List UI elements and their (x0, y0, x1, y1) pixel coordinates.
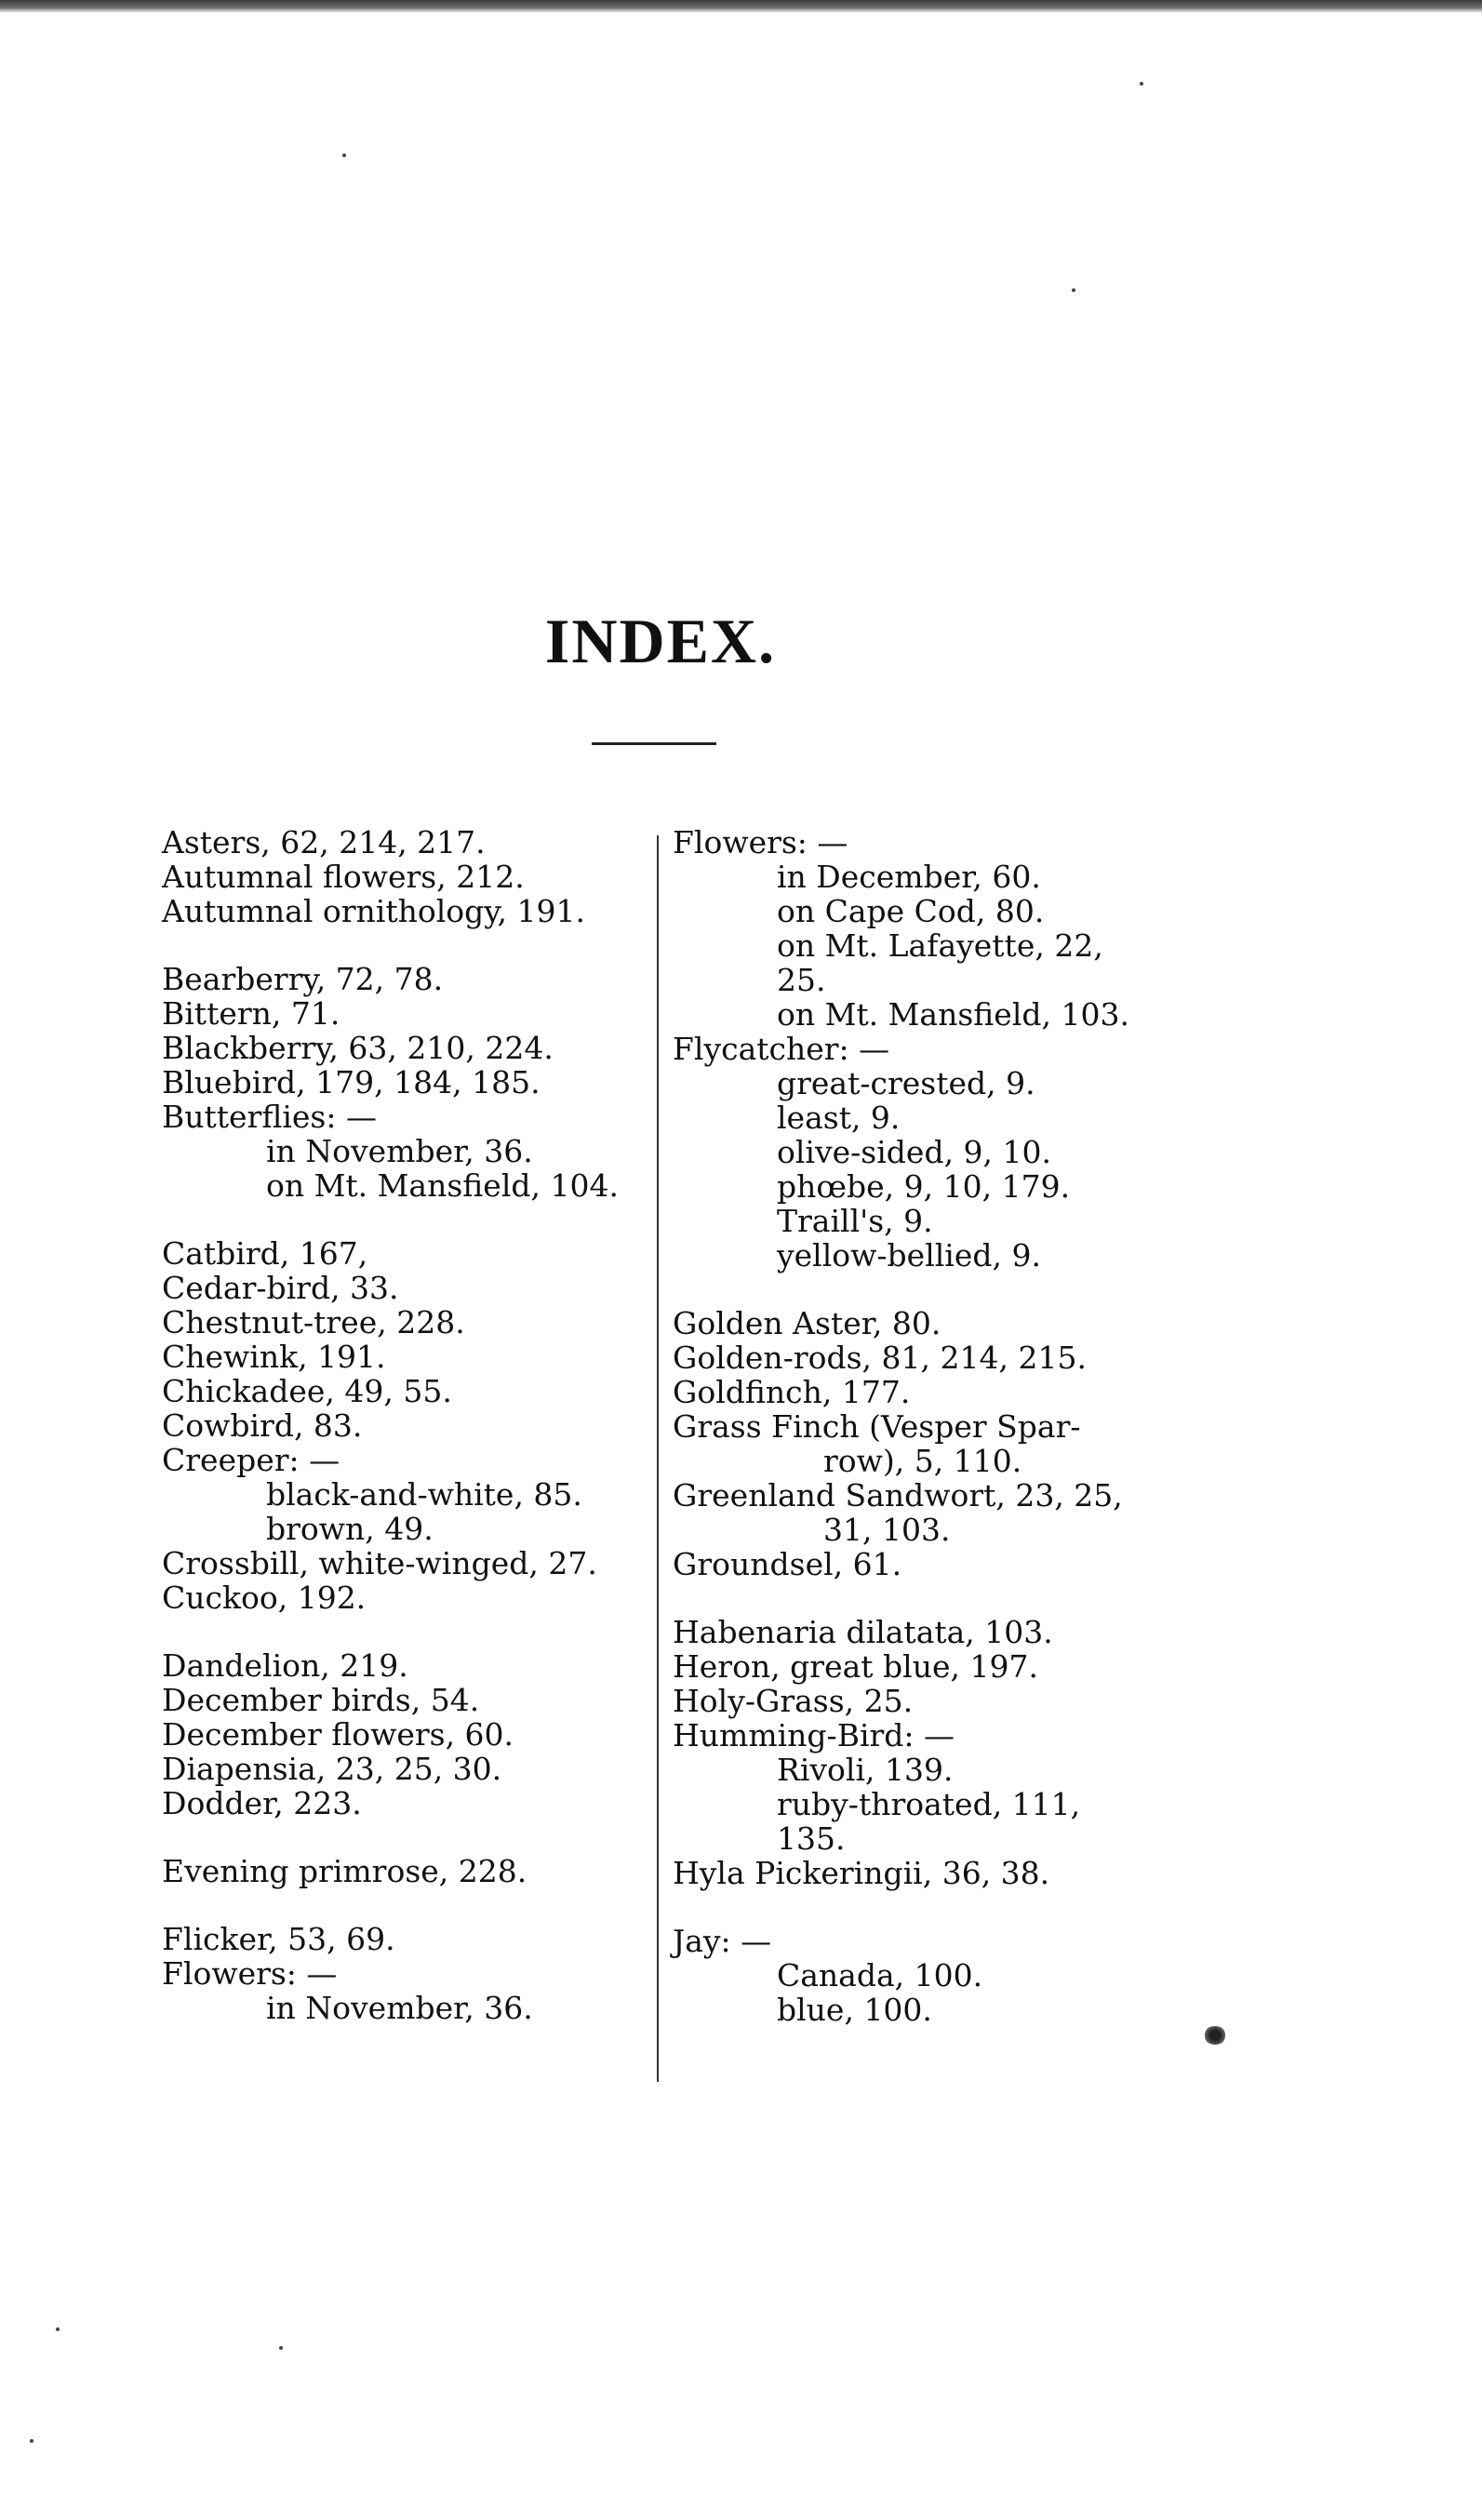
index-subentry: on Mt. Lafayette, 22, (777, 927, 1103, 964)
index-entry: Cowbird, 83. (162, 1407, 363, 1444)
ink-blot (1204, 2026, 1226, 2045)
index-subentry: least, 9. (777, 1100, 901, 1136)
index-entry: Flicker, 53, 69. (162, 1921, 395, 1957)
scan-speck (1140, 82, 1143, 86)
scan-speck (279, 2346, 283, 2350)
index-entry: Greenland Sandwort, 23, 25, (673, 1477, 1123, 1513)
index-entry: Blackberry, 63, 210, 224. (162, 1030, 554, 1066)
index-entry: Evening primrose, 228. (162, 1853, 527, 1889)
index-subentry: row), 5, 110. (823, 1443, 1022, 1479)
scan-speck (30, 2439, 33, 2443)
index-subentry: in November, 36. (266, 1133, 533, 1169)
index-entry: Humming-Bird: — (673, 1717, 955, 1753)
index-subentry: on Mt. Mansfield, 104. (266, 1167, 619, 1204)
index-subentry: yellow-bellied, 9. (777, 1237, 1041, 1273)
index-subentry: on Cape Cod, 80. (777, 893, 1045, 929)
index-entry: Jay: — (673, 1923, 772, 1959)
index-entry: Flowers: — (673, 824, 848, 860)
index-entry: Bluebird, 179, 184, 185. (162, 1064, 541, 1100)
index-entry: Habenaria dilatata, 103. (673, 1614, 1053, 1650)
index-entry: December flowers, 60. (162, 1716, 514, 1753)
index-entry: Holy-Grass, 25. (673, 1683, 914, 1719)
index-entry: Flowers: — (162, 1955, 338, 1992)
index-entry: Autumnal ornithology, 191. (162, 893, 585, 929)
index-column-right (673, 825, 1156, 2027)
index-subentry: brown, 49. (266, 1511, 434, 1547)
index-entry: Hyla Pickeringii, 36, 38. (673, 1855, 1050, 1891)
index-subentry: ruby-throated, 111, (777, 1786, 1081, 1822)
scan-speck (342, 153, 346, 157)
index-entry: Flycatcher: — (673, 1031, 890, 1067)
index-subentry: black-and-white, 85. (266, 1476, 582, 1513)
index-entry: Asters, 62, 214, 217. (162, 824, 486, 860)
index-entry: Diapensia, 23, 25, 30. (162, 1751, 502, 1787)
index-entry: Bittern, 71. (162, 995, 340, 1032)
index-subentry: 135. (777, 1820, 846, 1857)
index-entry: Golden-rods, 81, 214, 215. (673, 1340, 1087, 1376)
index-entry: Goldfinch, 177. (673, 1374, 911, 1410)
index-subentry: blue, 100. (777, 1992, 932, 2028)
index-entry: Cuckoo, 192. (162, 1580, 367, 1616)
index-entry: Autumnal flowers, 212. (162, 859, 525, 895)
title-rule (592, 742, 716, 745)
page-title: INDEX. (544, 606, 777, 676)
index-entry: Creeper: — (162, 1442, 340, 1478)
index-entry: Grass Finch (Vesper Spar- (673, 1408, 1081, 1445)
index-entry: Butterflies: — (162, 1099, 377, 1135)
scan-speck (1072, 288, 1075, 292)
page-top-edge (0, 0, 1482, 13)
index-subentry: Traill's, 9. (777, 1203, 933, 1239)
index-entry: Crossbill, white-winged, 27. (162, 1545, 597, 1581)
index-entry: Chewink, 191. (162, 1339, 386, 1375)
index-entry: Chestnut-tree, 228. (162, 1304, 465, 1340)
index-subentry: Canada, 100. (777, 1957, 983, 1993)
column-divider (657, 835, 659, 2082)
index-subentry: in December, 60. (777, 859, 1041, 895)
index-column-left (162, 825, 646, 2025)
index-entry: Dandelion, 219. (162, 1647, 408, 1684)
index-entry: Cedar-bird, 33. (162, 1270, 399, 1306)
index-entry: Bearberry, 72, 78. (162, 961, 444, 997)
index-subentry: olive-sided, 9, 10. (777, 1134, 1052, 1170)
index-subentry: phœbe, 9, 10, 179. (777, 1168, 1071, 1205)
index-entry: Heron, great blue, 197. (673, 1648, 1038, 1685)
index-subentry: Rivoli, 139. (777, 1752, 954, 1788)
index-subentry: 25. (777, 962, 826, 998)
scan-speck (56, 2327, 60, 2331)
index-subentry: great-crested, 9. (777, 1065, 1035, 1101)
index-entry: Catbird, 167, (162, 1235, 368, 1272)
index-subentry: in November, 36. (266, 1990, 533, 2026)
index-entry: Groundsel, 61. (673, 1546, 902, 1582)
index-entry: Dodder, 223. (162, 1785, 362, 1821)
index-entry: Chickadee, 49, 55. (162, 1373, 452, 1409)
index-entry: December birds, 54. (162, 1682, 480, 1718)
index-subentry: on Mt. Mansfield, 103. (777, 996, 1129, 1033)
index-entry: Golden Aster, 80. (673, 1305, 941, 1341)
index-subentry: 31, 103. (823, 1512, 951, 1548)
